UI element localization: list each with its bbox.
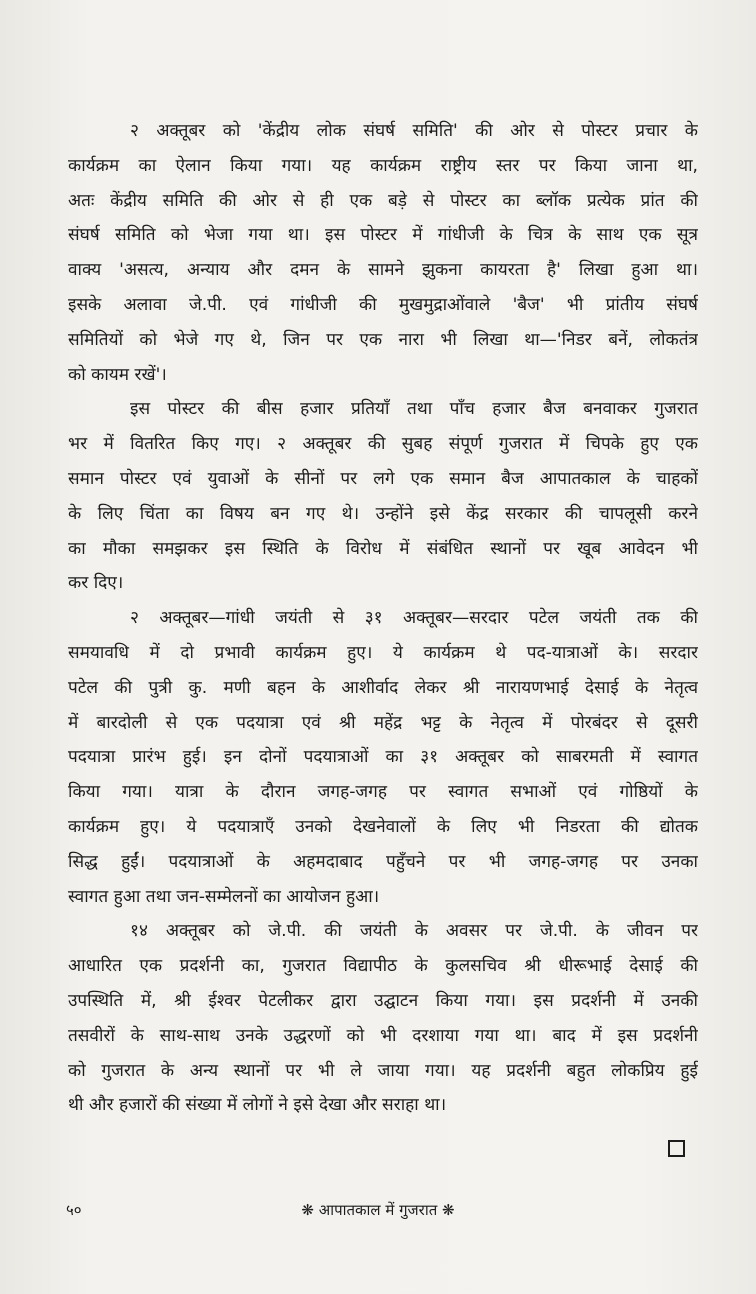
end-of-section-square-icon (668, 1140, 685, 1157)
text-line: तसवीरों के साथ-साथ उनके उद्धरणों को भी दरशाया गया था। बाद में इस प्रदर्शनी (68, 1025, 698, 1046)
text-line: में बारदोली से एक पदयात्रा एवं श्री महेंद्र भट्ट के नेतृत्व में पोरबंदर से दूसरी (68, 712, 698, 733)
text-line: पटेल की पुत्री कु. मणी बहन के आशीर्वाद लेकर श्री नारायणभाई देसाई के नेतृत्व (68, 677, 698, 698)
running-footer-title: ❋ आपातकाल में गुजरात ❋ (301, 1201, 455, 1219)
text-line: २ अक्तूबर को 'केंद्रीय लोक संघर्ष समिति' की ओर से पोस्टर प्रचार के (130, 121, 698, 141)
text-line: समान पोस्टर एवं युवाओं के सीनों पर लगे एक समान बैज आपातकाल के चाहकों (68, 468, 698, 489)
text-line: को गुजरात के अन्य स्थानों पर भी ले जाया गया। यह प्रदर्शनी बहुत लोकप्रिय हुई (68, 1060, 698, 1081)
text-line: पदयात्रा प्रारंभ हुई। इन दोनों पदयात्राओं का ३१ अक्तूबर को साबरमती में स्वागत (68, 747, 698, 768)
paragraph-2 (68, 392, 698, 601)
text-line: अतः केंद्रीय समिति की ओर से ही एक बड़े से पोस्टर का ब्लॉक प्रत्येक प्रांत की (68, 190, 698, 211)
text-line: वाक्य 'असत्य, अन्याय और दमन के सामने झुकना कायरता है' लिखा हुआ था। (68, 260, 698, 281)
text-line: आधारित एक प्रदर्शनी का, गुजरात विद्यापीठ के कुलसचिव श्री धीरूभाई देसाई की (68, 956, 698, 977)
paragraph-3 (68, 601, 698, 914)
text-line: कार्यक्रम का ऐलान किया गया। यह कार्यक्रम राष्ट्रीय स्तर पर किया जाना था, (68, 155, 698, 176)
text-line: कार्यक्रम हुए। ये पदयात्राएँ उनको देखनेवालों के लिए भी निडरता की द्योतक (68, 816, 698, 837)
text-line: १४ अक्तूबर को जे.पी. की जयंती के अवसर पर जे.पी. के जीवन पर (130, 921, 698, 942)
text-line: समयावधि में दो प्रभावी कार्यक्रम हुए। ये कार्यक्रम थे पद-यात्राओं के। सरदार (68, 642, 698, 663)
text-line: का मौका समझकर इस स्थिति के विरोध में संबंधित स्थानों पर खूब आवेदन भी (68, 538, 698, 559)
text-line: थी और हजारों की संख्या में लोगों ने इसे देखा और सराहा था। (68, 1095, 447, 1116)
text-line: कर दिए। (68, 573, 124, 594)
text-line: के लिए चिंता का विषय बन गए थे। उन्होंने इसे केंद्र सरकार की चापलूसी करने (68, 503, 698, 524)
text-line: किया गया। यात्रा के दौरान जगह-जगह पर स्वागत सभाओं एवं गोष्ठियों के (68, 782, 698, 803)
paragraph-1 (68, 114, 698, 392)
text-line: समितियों को भेजे गए थे, जिन पर एक नारा भी लिखा था—'निडर बनें, लोकतंत्र (68, 329, 698, 350)
text-line: स्वागत हुआ तथा जन-सम्मेलनों का आयोजन हुआ। (68, 886, 380, 907)
text-line: सिद्ध हुईं। पदयात्राओं के अहमदाबाद पहुँचने पर भी जगह-जगह पर उनका (68, 851, 698, 872)
page-footer (0, 1197, 756, 1223)
text-line: उपस्थिति में, श्री ईश्वर पेटलीकर द्वारा उद्घाटन किया गया। इस प्रदर्शनी में उनकी (68, 990, 698, 1011)
text-line: इस पोस्टर की बीस हजार प्रतियाँ तथा पाँच हजार बैज बनवाकर गुजरात (130, 399, 698, 420)
text-line: २ अक्तूबर—गांधी जयंती से ३१ अक्तूबर—सरदार पटेल जयंती तक की (130, 608, 698, 629)
text-line: भर में वितरित किए गए। २ अक्तूबर की सुबह संपूर्ण गुजरात में चिपके हुए एक (68, 434, 698, 455)
text-line: इसके अलावा जे.पी. एवं गांधीजी की मुखमुद्राओंवाले 'बैज' भी प्रांतीय संघर्ष (68, 294, 698, 315)
text-line: संघर्ष समिति को भेजा गया था। इस पोस्टर में गांधीजी के चित्र के साथ एक सूत्र (68, 225, 698, 246)
body-text (68, 114, 698, 1123)
page-number: ५० (66, 1201, 82, 1219)
text-line: को कायम रखें'। (68, 364, 167, 385)
paragraph-4 (68, 914, 698, 1123)
